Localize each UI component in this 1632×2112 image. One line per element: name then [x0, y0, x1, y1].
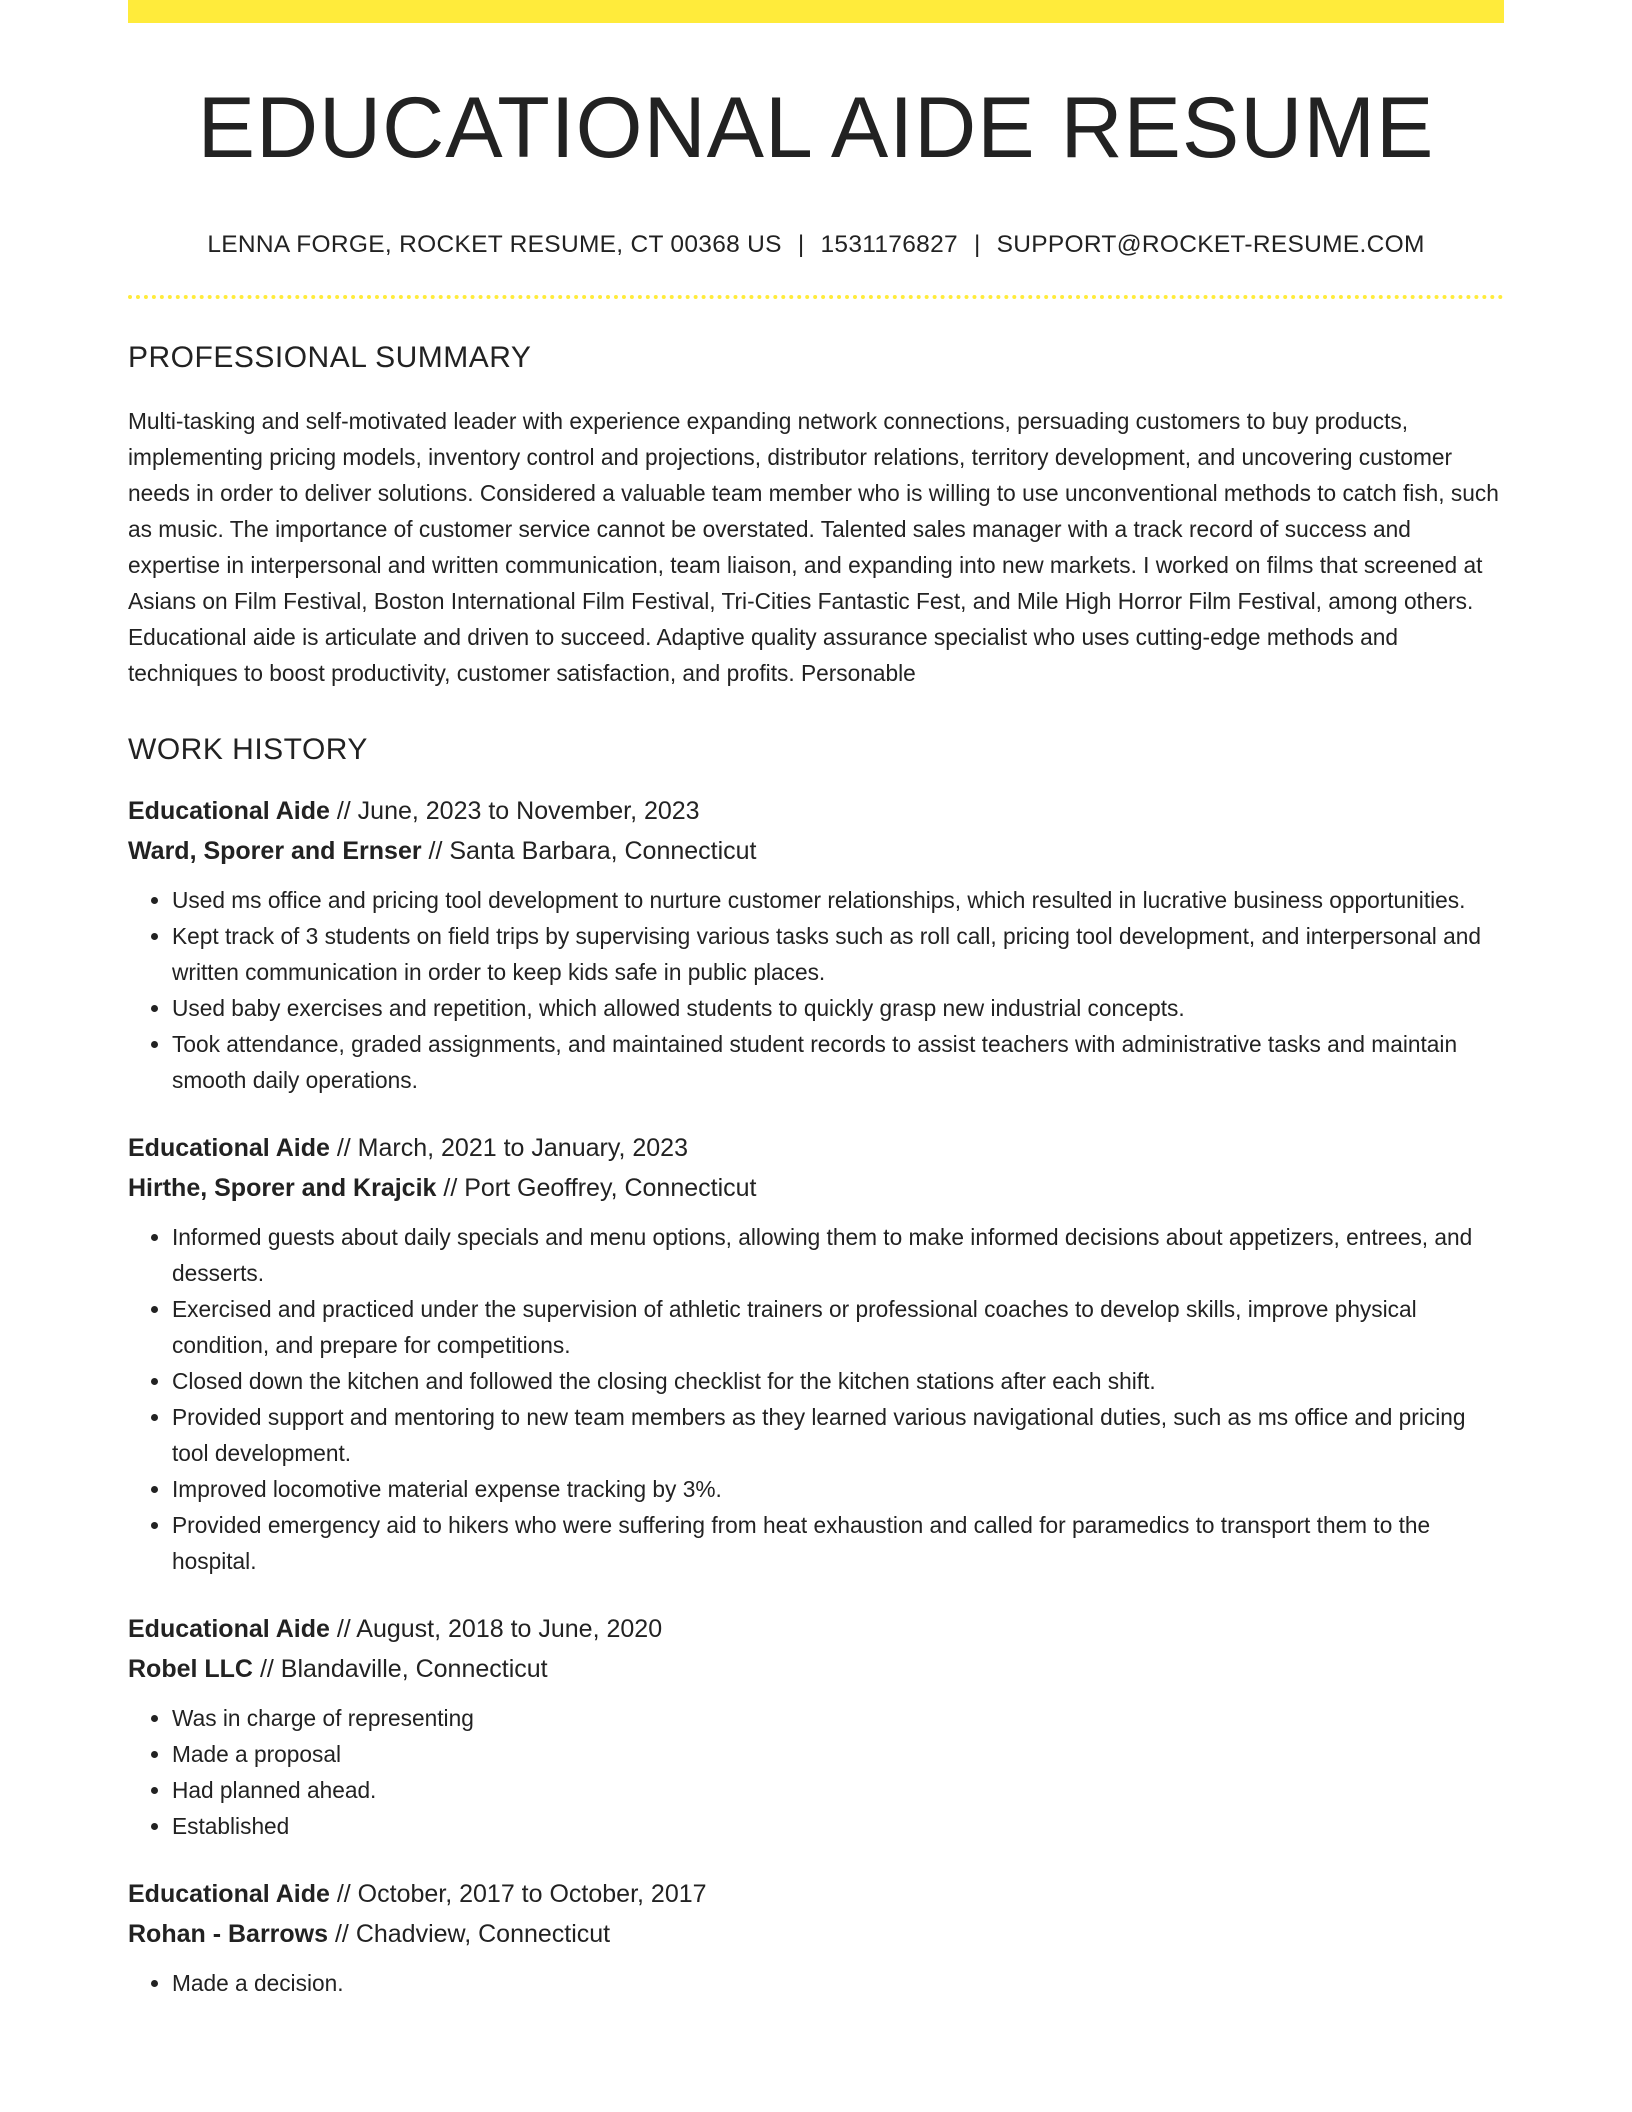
dotted-divider: [128, 295, 1504, 299]
contact-line: [128, 231, 1504, 259]
job-bullet: • Had planned ahead.: [172, 1772, 1504, 1808]
job-bullet: • Made a proposal: [172, 1736, 1504, 1772]
job-entry: [128, 1609, 1504, 1844]
resume-page: [128, 0, 1504, 2001]
job-bullet: • Provided support and mentoring to new team members as they learned various navigational duties, such as ms office and pricing tool development.: [172, 1399, 1504, 1471]
job-location: // Santa Barbara, Connecticut: [421, 837, 757, 866]
job-bullet: • Provided emergency aid to hikers who were suffering from heat exhaustion and called for paramedics to transport them to the hospital.: [172, 1507, 1504, 1579]
job-bullet: • Was in charge of representing: [172, 1700, 1504, 1736]
job-title-line: [128, 1609, 1504, 1649]
job-bullet: • Used baby exercises and repetition, which allowed students to quickly grasp new industrial concepts.: [172, 990, 1504, 1026]
job-bullet: • Made a decision.: [172, 1965, 1504, 2001]
job-title-line: [128, 1128, 1504, 1168]
job-bullet: • Closed down the kitchen and followed the closing checklist for the kitchen stations after each shift.: [172, 1363, 1504, 1399]
job-company: Ward, Sporer and Ernser: [128, 837, 422, 866]
job-location: // Blandaville, Connecticut: [253, 1655, 548, 1684]
job-title-line: [128, 791, 1504, 831]
job-bullet: • Informed guests about daily specials and menu options, allowing them to make informed decisions about appetizers, entrees, and desserts.: [172, 1219, 1504, 1291]
job-title: Educational Aide: [128, 1880, 330, 1909]
contact-email: SUPPORT@ROCKET-RESUME.COM: [996, 231, 1425, 259]
contact-separator: |: [797, 231, 805, 259]
job-company-line: [128, 1914, 1504, 1954]
job-title: Educational Aide: [128, 797, 330, 826]
job-dates: // June, 2023 to November, 2023: [329, 797, 700, 826]
job-title: Educational Aide: [128, 1615, 330, 1644]
job-company: Robel LLC: [128, 1655, 253, 1684]
job-bullet: • Kept track of 3 students on field trips by supervising various tasks such as roll call, pricing tool development, and interpersonal and written communication in order to keep kids safe in public places.: [172, 918, 1504, 990]
job-dates: // March, 2021 to January, 2023: [329, 1134, 688, 1163]
summary-heading: PROFESSIONAL SUMMARY: [128, 341, 532, 375]
job-company: Rohan - Barrows: [128, 1920, 329, 1949]
summary-text: Multi-tasking and self-motivated leader with experience expanding network connections, persuading customers to buy products, implementing pricing models, inventory control and projections, distributor relations, territory development, and uncovering customer needs in order to deliver solutions. Considered a valuable team member who is willing to use unconventional methods to catch fish, such as music. The importance of customer service cannot be overstated. Talented sales manager with a track record of success and expertise in interpersonal and written communication, team liaison, and expanding into new markets. I worked on films that screened at Asians on Film Festival, Boston International Film Festival, Tri-Cities Fantastic Fest, and Mile High Horror Film Festival, among others. Educational aide is articulate and driven to succeed. Adaptive quality assurance specialist who uses cutting-edge methods and techniques to boost productivity, customer satisfaction, and profits. Personable: [128, 408, 1499, 687]
job-bullet: • Exercised and practiced under the supervision of athletic trainers or professional coaches to develop skills, improve physical condition, and prepare for competitions.: [172, 1291, 1504, 1363]
job-company: Hirthe, Sporer and Krajcik: [128, 1174, 437, 1203]
job-company-line: [128, 831, 1504, 871]
job-title: Educational Aide: [128, 1134, 330, 1163]
job-location: // Port Geoffrey, Connecticut: [436, 1174, 757, 1203]
job-bullets: [128, 882, 1504, 1098]
job-bullet: • Established: [172, 1808, 1504, 1844]
job-title-line: [128, 1874, 1504, 1914]
job-bullets: [128, 1219, 1504, 1579]
job-entry: [128, 1874, 1504, 2001]
contact-phone: 1531176827: [820, 231, 958, 259]
job-dates: // October, 2017 to October, 2017: [329, 1880, 707, 1909]
job-dates: // August, 2018 to June, 2020: [329, 1615, 663, 1644]
job-entry: [128, 1128, 1504, 1579]
job-bullets: [128, 1965, 1504, 2001]
job-bullet: • Used ms office and pricing tool development to nurture customer relationships, which resulted in lucrative business opportunities.: [172, 882, 1504, 918]
contact-separator: |: [973, 231, 981, 259]
job-company-line: [128, 1168, 1504, 1208]
job-bullet: • Improved locomotive material expense tracking by 3%.: [172, 1471, 1504, 1507]
job-bullet: • Took attendance, graded assignments, and maintained student records to assist teachers with administrative tasks and maintain smooth daily operations.: [172, 1026, 1504, 1098]
job-location: // Chadview, Connecticut: [328, 1920, 611, 1949]
resume-title: EDUCATIONAL AIDE RESUME: [197, 80, 1435, 176]
job-bullets: [128, 1700, 1504, 1844]
job-entry: [128, 791, 1504, 1098]
accent-top-bar: [128, 0, 1504, 23]
contact-address: LENNA FORGE, ROCKET RESUME, CT 00368 US: [207, 231, 782, 259]
work-history-heading: WORK HISTORY: [128, 733, 368, 767]
job-company-line: [128, 1649, 1504, 1689]
